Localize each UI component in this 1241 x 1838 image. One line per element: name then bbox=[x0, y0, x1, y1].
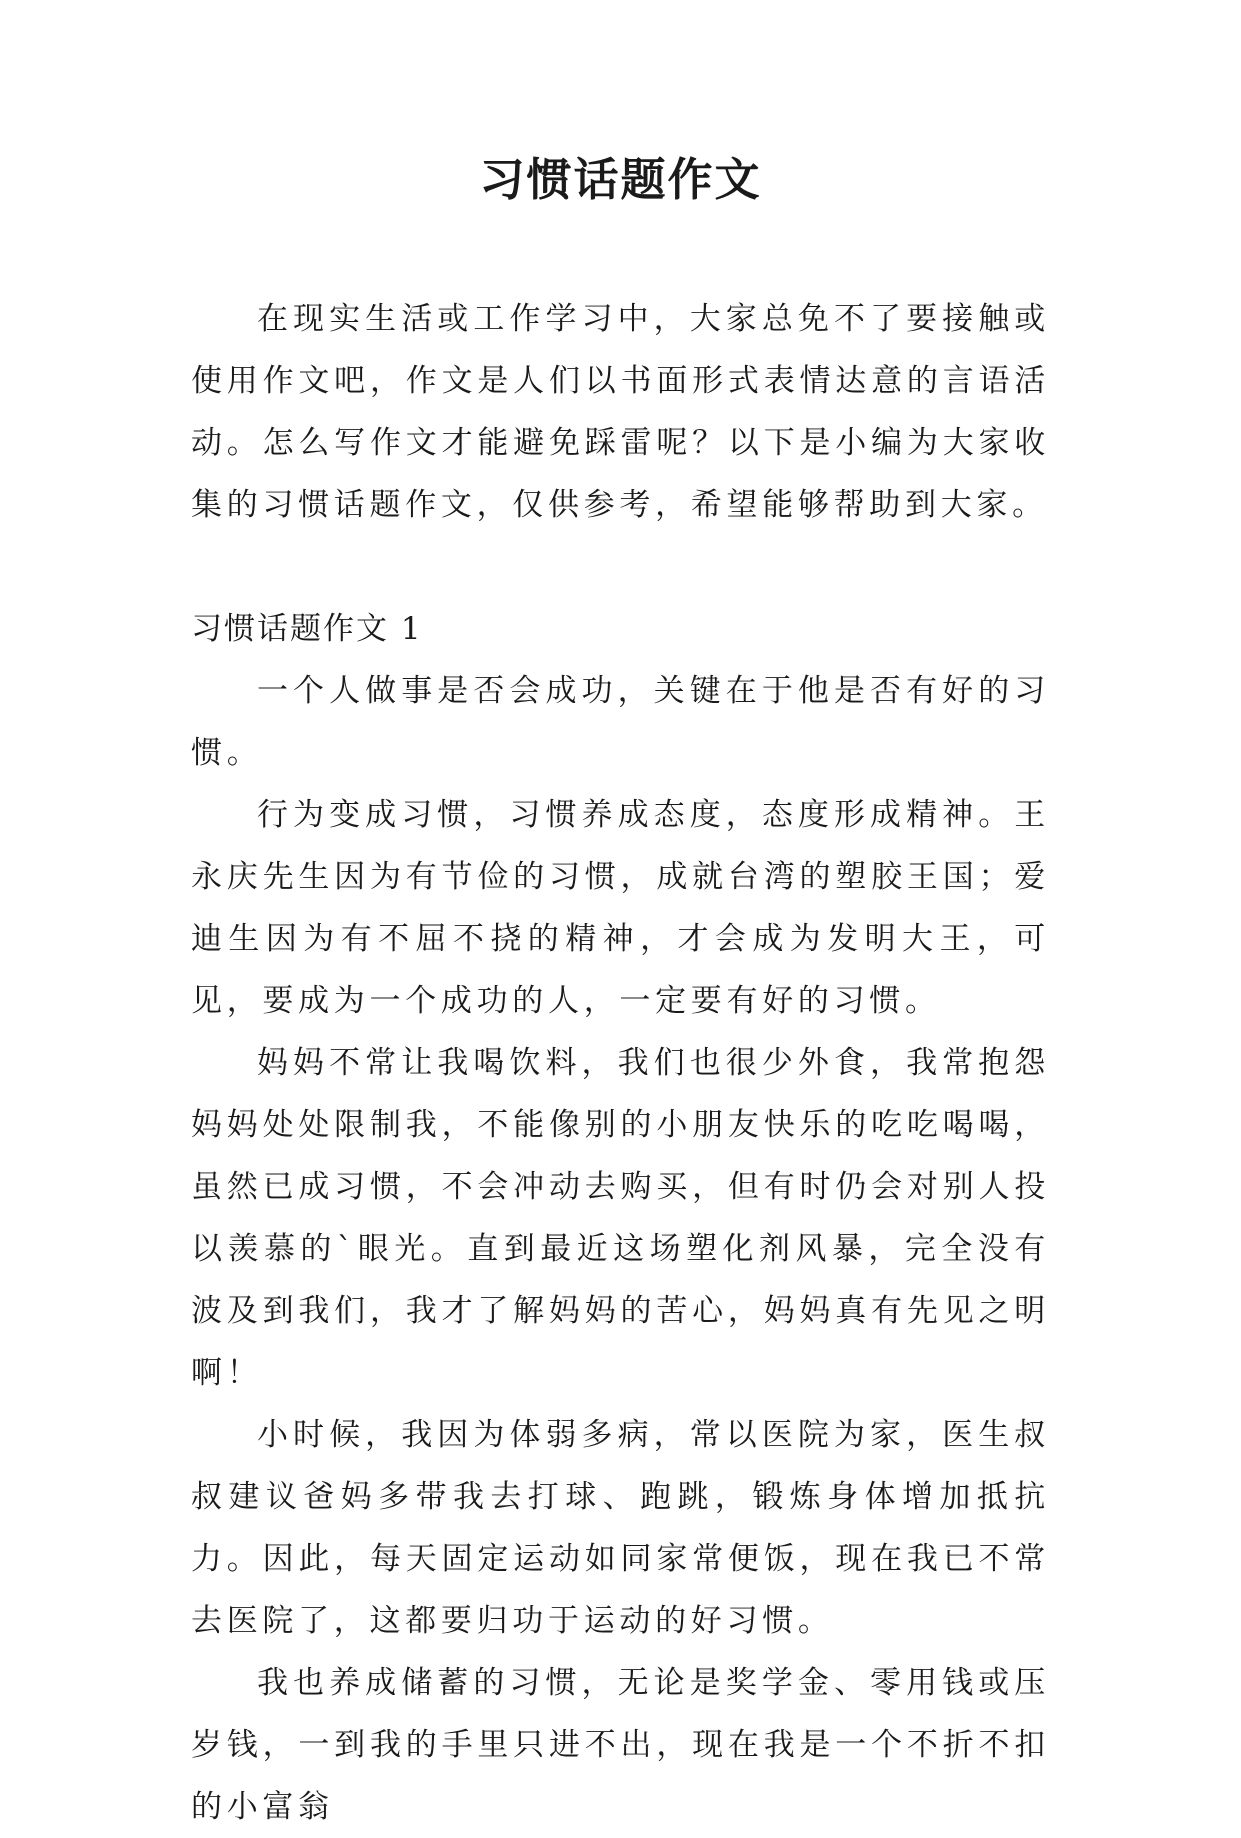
document-body bbox=[191, 288, 1050, 1838]
body-paragraph-5: 我也养成储蓄的习惯，无论是奖学金、零用钱或压岁钱，一到我的手里只进不出，现在我是一个不折不扣的小富翁 bbox=[191, 1665, 1050, 1825]
intro-paragraph: 在现实生活或工作学习中，大家总免不了要接触或使用作文吧，作文是人们以书面形式表情达意的言语活动。怎么写作文才能避免踩雷呢？以下是小编为大家收集的习惯话题作文，仅供参考，希望能够帮助到大家。 bbox=[191, 301, 1050, 523]
body-paragraph-1: 一个人做事是否会成功，关键在于他是否有好的习惯。 bbox=[191, 673, 1050, 771]
body-paragraph-3: 妈妈不常让我喝饮料，我们也很少外食，我常抱怨妈妈处处限制我，不能像别的小朋友快乐的吃吃喝喝，虽然已成习惯，不会冲动去购买，但有时仍会对别人投以羡慕的`眼光。直到最近这场塑化剂风暴，完全没有波及到我们，我才了解妈妈的苦心，妈妈真有先见之明啊！ bbox=[191, 1045, 1050, 1391]
paragraph-gap bbox=[191, 536, 1050, 598]
body-paragraph-2: 行为变成习惯，习惯养成态度，态度形成精神。王永庆先生因为有节俭的习惯，成就台湾的塑胶王国；爱迪生因为有不屈不挠的精神，才会成为发明大王，可见，要成为一个成功的人，一定要有好的习惯。 bbox=[191, 797, 1050, 1019]
body-paragraph-4: 小时候，我因为体弱多病，常以医院为家，医生叔叔建议爸妈多带我去打球、跑跳，锻炼身体增加抵抗力。因此，每天固定运动如同家常便饭，现在我已不常去医院了，这都要归功于运动的好习惯。 bbox=[191, 1417, 1050, 1639]
section-heading: 习惯话题作文 1 bbox=[191, 611, 423, 647]
document-title: 习惯话题作文 bbox=[479, 153, 762, 206]
